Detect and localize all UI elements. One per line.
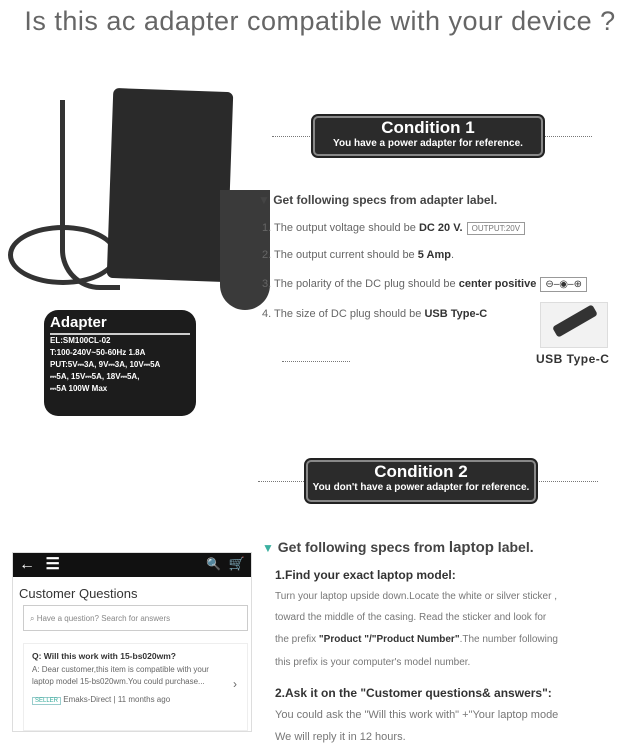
text: .The number following: [459, 634, 558, 645]
adapter-label-line: ⎓5A 100W Max: [50, 384, 108, 393]
prefix-bold: "Product "/"Product Number": [318, 634, 460, 645]
step2-line: We will reply it in 12 hours.: [275, 731, 406, 743]
adapter-cable-coil: [8, 225, 118, 285]
condition2-title: Condition 2: [374, 462, 468, 481]
usb-caption: USB Type-C: [536, 352, 610, 366]
step1-title: 1.Find your exact laptop model:: [275, 568, 456, 582]
adapter-label-line: ⎓5A, 15V⎓5A, 18V⎓5A,: [50, 372, 140, 381]
search-icon[interactable]: 🔍: [206, 557, 221, 571]
condition1-badge: [313, 116, 543, 156]
answer-time: 11 months ago: [117, 695, 171, 704]
spec-extra: .: [450, 249, 455, 261]
top-bar: [13, 553, 251, 577]
polarity-icon: ⊖–◉–⊕: [540, 277, 587, 292]
text: the prefix: [275, 634, 317, 645]
chevron-right-icon[interactable]: ›: [233, 677, 237, 691]
condition2-subtitle: You don't have a power adapter for reference.: [312, 482, 530, 493]
step1-line: Turn your laptop upside down.Locate the white or silver sticker ,: [275, 591, 557, 602]
adapter-label-line: EL:SM100CL-02: [50, 336, 111, 345]
output-label-box: OUTPUT:20V: [467, 222, 525, 235]
seller-badge: SELLER: [32, 697, 61, 705]
spec-text: 3. The polarity of the DC plug should be: [262, 278, 459, 290]
adapter-label: [44, 310, 196, 416]
answer: A: Dear customer,this item is compatible with your laptop model 15-bs020wm.You could purchase...: [32, 665, 209, 686]
spec-text: 1. The output voltage should be: [262, 222, 419, 234]
specs-heading: ▼ Get following specs from adapter label.: [258, 193, 498, 207]
customer-questions-heading: Customer Questions: [19, 586, 138, 601]
spec-text: 4. The size of DC plug should be: [262, 308, 425, 320]
search-placeholder: Have a question? Search for answers: [36, 614, 171, 623]
answer-meta: [32, 694, 239, 707]
adapter-label-heading: Adapter: [50, 314, 190, 335]
adapter-image: [107, 88, 234, 282]
step1-line: toward the middle of the casing. Read the sticker and look for: [275, 612, 547, 623]
back-icon[interactable]: ←: [19, 556, 35, 573]
question: Q: Will this work with 15-bs020wm?: [32, 651, 176, 661]
menu-icon[interactable]: ☰: [45, 556, 60, 573]
condition1-subtitle: You have a power adapter for reference.: [333, 138, 523, 149]
condition1-title: Condition 1: [381, 118, 475, 137]
step1-line: this prefix is your computer's model number.: [275, 657, 471, 668]
spec-value: center positive: [458, 278, 537, 290]
cart-icon[interactable]: 🛒: [228, 556, 245, 571]
spec-value: 5 Amp: [417, 249, 451, 261]
spec-item: [262, 249, 454, 261]
spec-text: 2. The output current should be: [262, 249, 418, 261]
step2-title: 2.Ask it on the "Customer questions& answers":: [275, 686, 552, 700]
spec-item: [262, 277, 587, 292]
page-title: Is this ac adapter compatible with your device ?: [24, 6, 616, 36]
spec-value: DC 20 V.: [418, 222, 463, 234]
triangle-icon: ▼: [262, 541, 274, 555]
adapter-label-line: T:100-240V~50-60Hz 1.8A: [50, 348, 146, 357]
heading-text: Get following specs from: [277, 539, 449, 555]
adapter-label-line: PUT:5V⎓3A, 9V⎓3A, 10V⎓5A: [50, 360, 161, 369]
question-search-input[interactable]: ⌕ Have a question? Search for answers: [23, 605, 248, 631]
separator: |: [113, 695, 116, 704]
spec-item: [262, 308, 487, 320]
spec-item: [262, 222, 525, 235]
step2-line: You could ask the "Will this work with" +"Your laptop mode: [275, 709, 559, 721]
divider: [282, 361, 350, 362]
spec-value: USB Type-C: [424, 308, 488, 320]
step1-line: [275, 634, 558, 645]
qa-item[interactable]: [23, 643, 248, 731]
heading-emphasis: laptop: [448, 539, 494, 556]
seller-name: Emaks-Direct: [63, 695, 112, 704]
customer-questions-screenshot: [12, 552, 252, 732]
specs-heading-text: Get following specs from adapter label.: [273, 193, 498, 207]
condition2-badge: [306, 460, 536, 502]
heading-text: label.: [493, 539, 534, 555]
laptop-heading: [262, 539, 534, 556]
